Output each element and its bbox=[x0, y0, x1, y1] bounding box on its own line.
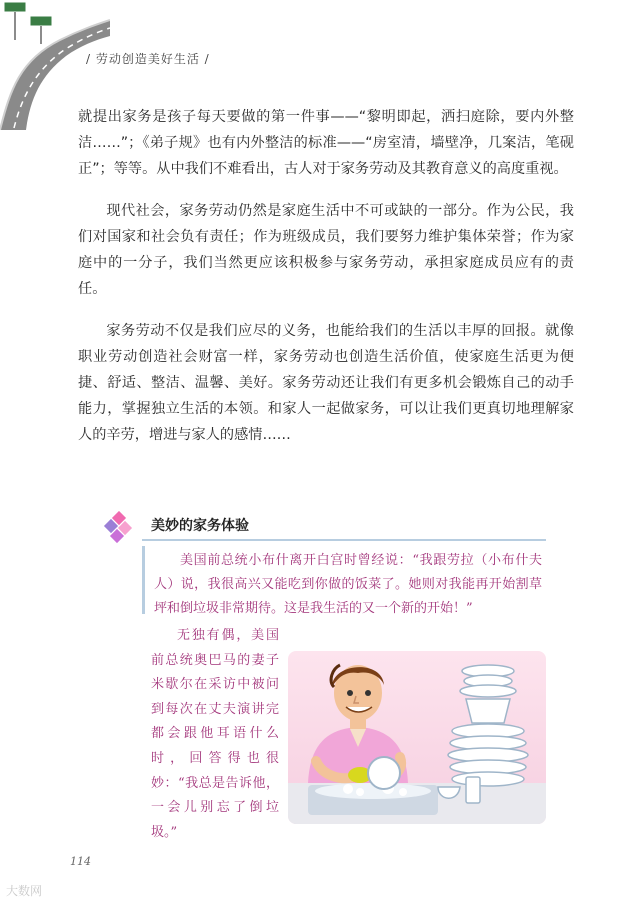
paragraph-1: 就提出家务是孩子每天要做的第一件事——“黎明即起，洒扫庭除，要内外整洁……”；《弟子规》也有内外整洁的标准——“房室清，墙壁净，几案洁，笔砚正”；等等。从中我们不难看出，古人对于家务劳动及其教育意义的高度重视。 bbox=[78, 109, 574, 177]
watermark: 大数网 bbox=[6, 884, 43, 898]
diamond-cluster-icon bbox=[102, 511, 136, 545]
page-number: 114 bbox=[70, 855, 91, 868]
paragraph-2: 现代社会，家务劳动仍然是家庭生活中不可或缺的一部分。作为公民，我们对国家和社会负有责任；作为班级成员，我们要努力维护集体荣誉；作为家庭中的一分子，我们当然更应该积极参与家务劳动，承担家庭成员应有的责任。 bbox=[78, 203, 574, 297]
title-rule bbox=[142, 539, 546, 541]
paragraph-3: 家务劳动不仅是我们应尽的义务，也能给我们的生活以丰厚的回报。就像职业劳动创造社会财富一样，家务劳动也创造生活价值，使家庭生活更为便捷、舒适、整洁、温馨、美好。家务劳动还让我们有更多机会锻炼自己的动手能力，掌握独立生活的本领。和家人一起做家务，可以让我们更真切地理解家人的辛劳，增进与家人的感情…… bbox=[78, 323, 574, 443]
quote-bush: 美国前总统小布什离开白宫时曾经说：“我跟劳拉（小布什夫人）说，我很高兴又能吃到你做的饭菜了。她则对我能再开始割草坪和倒垃圾非常期待。这是我生活的又一个新的开始！” bbox=[154, 553, 542, 616]
dishwashing-illustration bbox=[288, 651, 546, 824]
chapter-header: / 劳动创造美好生活 / bbox=[86, 52, 210, 66]
quote-obama: 无独有偶，美国前总统奥巴马的妻子米歇尔在采访中被问到每次在丈夫演讲完都会跟他耳语什么时，回答得也很妙：“我总是告诉他，一会儿别忘了倒垃圾。” bbox=[151, 628, 279, 840]
box-title: 美妙的家务体验 bbox=[151, 518, 249, 534]
quote-bar bbox=[142, 546, 145, 614]
body-text bbox=[78, 104, 574, 464]
